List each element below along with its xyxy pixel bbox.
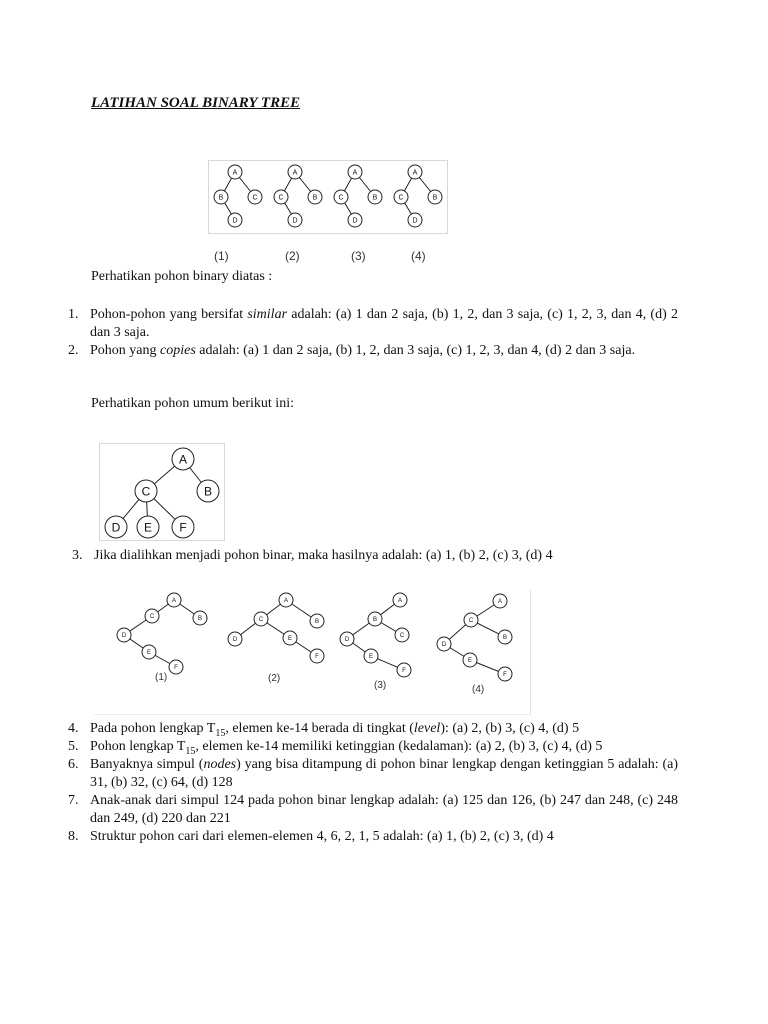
fig3-tree1-node-label: E — [146, 650, 152, 657]
fig3-tree3-node-label: C — [399, 633, 405, 640]
question-2: 2. Pohon yang copies adalah: (a) 1 dan 2 saja, (b) 1, 2, dan 3 saja, (c) 1, 2, 3, dan 4, (d) 2 dan 3 saja. — [68, 343, 636, 358]
fig3-tree2-node-label: D — [232, 637, 238, 644]
fig3-tree2-node-label: E — [287, 636, 293, 643]
question-6: 6. Banyaknya simpul (nodes) yang bisa ditampung di pohon binar lengkap dengan ketinggian 5 adalah: (a) 31, (b) 32, (c) 64, (d) 128 — [68, 757, 678, 790]
fig3-tree1-node-label: B — [197, 616, 203, 623]
general-tree-node-label: F — [179, 520, 187, 535]
term-nodes: nodes — [203, 757, 237, 772]
fig1-tree4-node-label: A — [412, 169, 418, 177]
fig1-caption-4: (4) — [411, 249, 426, 263]
question-7-number: 7. — [68, 793, 79, 808]
term-copies: copies — [160, 343, 196, 358]
fig3-tree1-node-label: D — [121, 633, 127, 640]
binary-options-figure — [94, 590, 531, 715]
fig3-tree4-node-label: D — [441, 642, 447, 649]
general-tree-node-label: A — [178, 452, 188, 467]
general-tree-node-label: D — [111, 520, 121, 535]
term-similar: similar — [247, 307, 288, 322]
fig3-tree3-node-label: B — [372, 617, 378, 624]
fig3-tree3-node-label: D — [344, 637, 350, 644]
fig3-tree2-node-label: C — [258, 617, 264, 624]
fig1-tree3-node-label: B — [372, 194, 378, 202]
question-8-number: 8. — [68, 829, 79, 844]
fig1-tree1-node-label: D — [232, 217, 238, 225]
fig1-tree2-node-label: D — [292, 217, 298, 225]
fig1-tree4-node-label: C — [398, 194, 404, 202]
fig3-caption-4: (4) — [472, 684, 485, 695]
fig1-tree3-node-label: D — [352, 217, 358, 225]
fig3-tree2-node-label: F — [315, 654, 319, 661]
fig3-tree4-node-label: F — [503, 672, 507, 679]
binary-trees-figure — [208, 160, 448, 234]
fig1-tree4-node-label: B — [432, 194, 438, 202]
fig3-caption-1: (1) — [155, 672, 168, 683]
question-3-number: 3. — [72, 548, 83, 563]
general-tree-node-label: E — [143, 520, 153, 535]
fig3-tree4-node-label: A — [497, 599, 503, 606]
fig3-caption-3: (3) — [374, 680, 387, 691]
binary-options-diagram — [94, 590, 530, 714]
fig3-tree4-node-label: E — [467, 658, 473, 665]
fig1-tree2-node-label: C — [278, 194, 284, 202]
page-title: LATIHAN SOAL BINARY TREE — [91, 95, 301, 111]
binary-trees-diagram — [209, 161, 447, 233]
general-tree-figure — [99, 443, 225, 541]
fig1-caption-1: (1) — [214, 249, 229, 263]
intro-binary-trees: Perhatikan pohon binary diatas : — [91, 269, 273, 284]
fig1-tree1-node-label: C — [252, 194, 258, 202]
fig3-tree1-node-label: F — [174, 665, 178, 672]
question-6-number: 6. — [68, 757, 79, 772]
fig1-tree2-node-label: A — [292, 169, 298, 177]
fig1-tree1-node-label: A — [232, 169, 238, 177]
fig3-tree2-node-label: A — [283, 598, 289, 605]
fig3-tree2-node-label: B — [314, 619, 320, 626]
question-8: 8. Struktur pohon cari dari elemen-elemen 4, 6, 2, 1, 5 adalah: (a) 1, (b) 2, (c) 3, (d) 4 — [68, 829, 554, 844]
question-5: 5. Pohon lengkap $T_{15}$, elemen ke-14 memiliki ketinggian (kedalaman): (a) 2, (b) 3, (c) 4, (d) 5 — [68, 739, 603, 757]
fig1-tree3-node-label: C — [338, 194, 344, 202]
fig3-tree3-node-label: F — [402, 668, 406, 675]
question-4: 4. Pada pohon lengkap $T_{15}$, elemen ke-14 berada di tingkat (level): (a) 2, (b) 3, (c) 4, (d) 5 — [68, 721, 580, 739]
question-4-number: 4. — [68, 721, 79, 736]
question-1: 1. Pohon-pohon yang bersifat similar adalah: (a) 1 dan 2 saja, (b) 1, 2, dan 3 saja, (c) 1, 2, 3, dan 4, (d) 2 dan 3 saja. — [68, 307, 678, 340]
question-3: 3. Jika dialihkan menjadi pohon binar, maka hasilnya adalah: (a) 1, (b) 2, (c) 3, (d) 4 — [72, 548, 553, 563]
question-7: 7. Anak-anak dari simpul 124 pada pohon binar lengkap adalah: (a) 125 dan 126, (b) 247 dan 248, (c) 248 dan 249, (d) 220 dan 221 — [68, 793, 678, 826]
fig1-caption-2: (2) — [285, 249, 300, 263]
intro-general-tree: Perhatikan pohon umum berikut ini: — [91, 396, 294, 411]
term-level: level — [413, 721, 441, 736]
fig3-tree3-node-label: E — [368, 654, 374, 661]
fig1-caption-3: (3) — [351, 249, 366, 263]
fig3-tree4-node-label: B — [502, 635, 508, 642]
fig1-tree3-node-label: A — [352, 169, 358, 177]
fig1-tree2-node-label: B — [312, 194, 318, 202]
question-1-number: 1. — [68, 307, 79, 322]
general-tree-node-label: B — [203, 484, 213, 499]
fig1-tree1-node-label: B — [218, 194, 224, 202]
fig3-tree1-node-label: A — [171, 598, 177, 605]
fig3-tree3-node-label: A — [397, 598, 403, 605]
question-5-number: 5. — [68, 739, 79, 754]
fig3-caption-2: (2) — [268, 673, 281, 684]
question-2-number: 2. — [68, 343, 79, 358]
general-tree-node-label: C — [141, 484, 151, 499]
fig1-tree4-node-label: D — [412, 217, 418, 225]
fig3-tree1-node-label: C — [149, 614, 155, 621]
fig3-tree4-node-label: C — [468, 618, 474, 625]
general-tree-diagram — [100, 444, 224, 540]
